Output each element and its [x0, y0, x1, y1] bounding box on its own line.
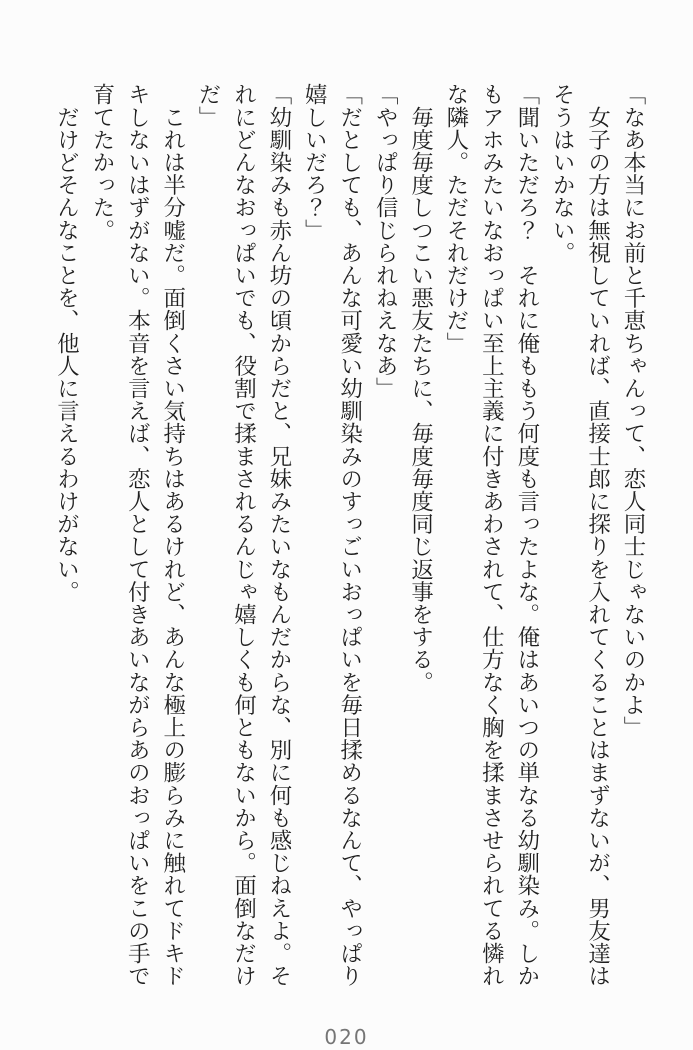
text-line: 「だとしても、あんな可愛い幼馴染みのすっごいおっぱいを毎日揉めるなんて、やっぱり	[336, 83, 363, 987]
text-line: だけどそんなことを、他人に言えるわけがない。	[53, 83, 80, 603]
text-line: 女子の方は無視していれば、直接士郎に探りを入れてくることはまずないが、男友達は	[584, 83, 611, 987]
text-line: もアホみたいなおっぱい至上主義に付きあわされて、仕方なく胸を揉まさせられてる憐れ	[478, 83, 505, 987]
page-number: 020	[324, 1025, 369, 1049]
text-line: な隣人。ただそれだけだ」	[442, 83, 469, 355]
text-line: 「幼馴染みも赤ん坊の頃からだと、兄妹みたいなもんだからな、別に何も感じねえよ。そ	[265, 83, 292, 987]
text-line: これは半分嘘だ。面倒くさい気持ちはあるけれど、あんな極上の膨らみに触れてドキド	[159, 83, 186, 987]
text-line: 「聞いただろ？ それに俺ももう何度も言ったよな。俺はあいつの単なる幼馴染み。しか	[513, 83, 540, 987]
text-line: 育てたかった。	[88, 83, 115, 242]
text-line: そうはいかない。	[549, 83, 576, 264]
text-line: キしないはずがない。本音を言えば、恋人として付きあいながらあのおっぱいをこの手で	[124, 83, 151, 987]
text-line: 「なあ本当にお前と千恵ちゃんって、恋人同士じゃないのかよ」	[620, 83, 646, 739]
text-line: れにどんなおっぱいでも、役割で揉まされるんじゃ嬉しくも何ともないから。面倒なだけ	[230, 83, 257, 987]
text-line: 「やっぱり信じられねえなあ」	[372, 83, 399, 400]
text-line: 毎度毎度しつこい悪友たちに、毎度毎度同じ返事をする。	[407, 83, 434, 694]
text-line: だ」	[195, 83, 222, 129]
text-line: 嬉しいだろ？」	[301, 83, 328, 242]
vertical-text-block	[48, 83, 650, 995]
